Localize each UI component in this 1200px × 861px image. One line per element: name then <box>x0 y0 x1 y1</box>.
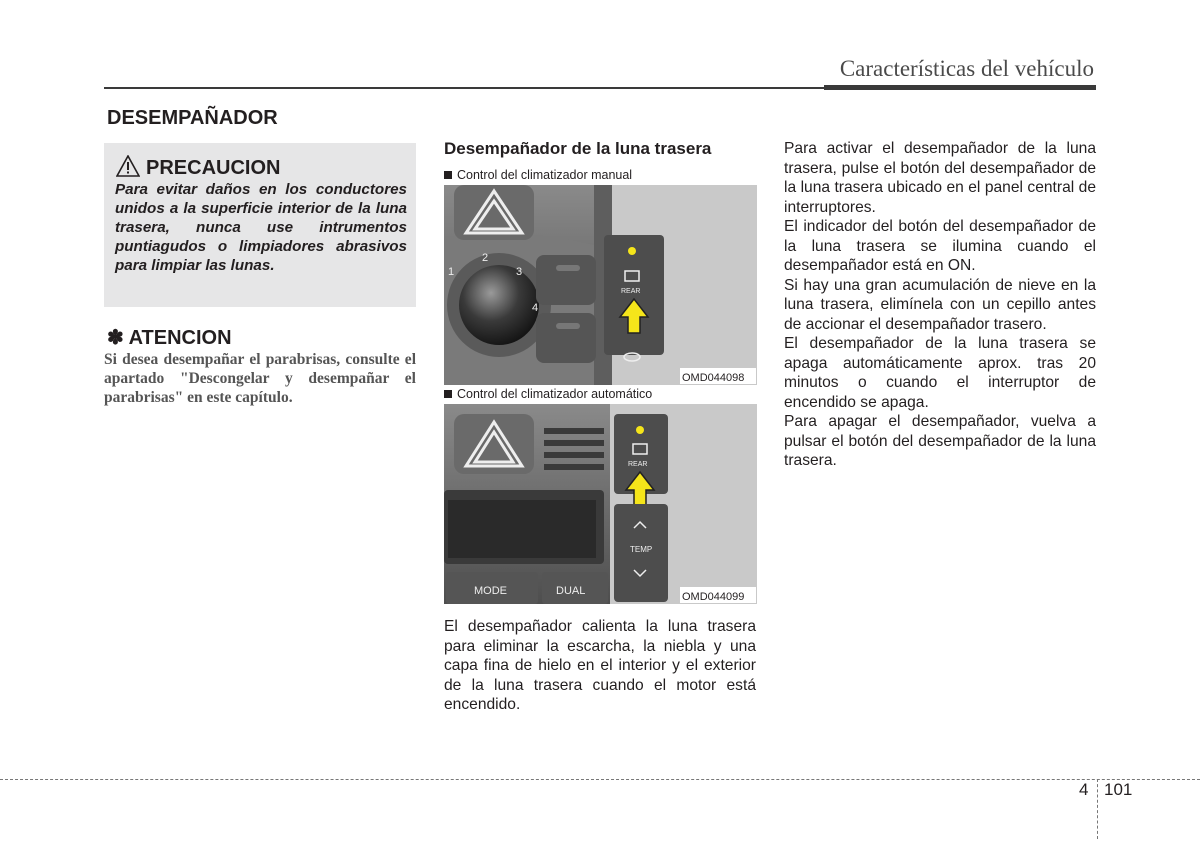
note-text: Si desea desempañar el parabrisas, consulte el apartado "Descongelar y desempañar el parabrisas" en este capítulo. <box>104 351 416 406</box>
caution-heading <box>116 155 280 182</box>
paragraph: Si hay una gran acumulación de nieve en la luna trasera, elimínela con un cepillo antes de accionar el desempañador trasero. <box>784 276 1096 333</box>
dual-label: DUAL <box>556 585 586 597</box>
footer-rule <box>0 779 1200 780</box>
dial-number-1: 1 <box>448 266 455 278</box>
chapter-number: 4 <box>1079 780 1089 799</box>
section-title: DESEMPAÑADOR <box>107 107 278 129</box>
figure1-photo <box>444 185 757 385</box>
dial-number-4: 4 <box>532 302 539 314</box>
warning-icon <box>116 155 146 182</box>
dial-number-3: 3 <box>516 266 523 278</box>
rear-button-label: REAR <box>628 461 648 468</box>
caution-text: Para evitar daños en los conductores unidos a la superficie interior de la luna trasera, nunca use intrumentos puntiagudos o limpiadores abrasivos para limpiar las lunas. <box>115 181 407 274</box>
indicator-light-icon <box>636 426 644 434</box>
indicator-light-icon <box>628 247 636 255</box>
figure2-caption <box>444 387 652 401</box>
figure2-code: OMD044099 <box>682 591 745 603</box>
paragraph: El indicador del botón del desempañador de la luna trasera se ilumina cuando el desempañador está en ON. <box>784 218 1096 274</box>
bullet-square-icon <box>444 390 452 398</box>
rear-defroster-title: Desempañador de la luna trasera <box>444 139 712 158</box>
caution-title: PRECAUCION <box>146 157 281 179</box>
figure1-caption <box>444 168 632 182</box>
figure1-caption-text: Control del climatizador manual <box>457 168 633 182</box>
footer-divider <box>1097 779 1098 839</box>
header-title: Características del vehículo <box>839 56 1094 81</box>
note-title: ✽ ATENCION <box>107 327 232 349</box>
bullet-square-icon <box>444 171 452 179</box>
figure2-photo <box>444 404 757 604</box>
rear-button-label: REAR <box>621 288 641 295</box>
paragraph: Para activar el desempañador de la luna trasera, pulse el botón del desempañador de la luna trasera ubicado en el panel central de interruptores. <box>784 140 1096 216</box>
dial-number-2: 2 <box>482 252 489 264</box>
paragraph: El desempañador de la luna trasera se apaga automáticamente aprox. tras 20 minutos o cuando el interruptor de encendido se apaga. <box>784 335 1096 411</box>
right-column <box>784 139 1096 471</box>
mode-label: MODE <box>474 585 507 597</box>
caution-box <box>104 143 416 307</box>
rear-body-text: El desempañador calienta la luna trasera para eliminar la escarcha, la niebla y una capa fina de hielo en el interior y el exterior de la luna trasera cuando el motor está encendido. <box>444 618 756 713</box>
figure1-code: OMD044098 <box>682 372 745 384</box>
header-rule-accent <box>824 85 1096 90</box>
page-number: 101 <box>1104 780 1133 799</box>
figure2-caption-text: Control del climatizador automático <box>457 387 653 401</box>
paragraph: Para apagar el desempañador, vuelva a pulsar el botón del desempañador de la luna trasera. <box>784 413 1096 469</box>
temp-label: TEMP <box>630 545 653 554</box>
